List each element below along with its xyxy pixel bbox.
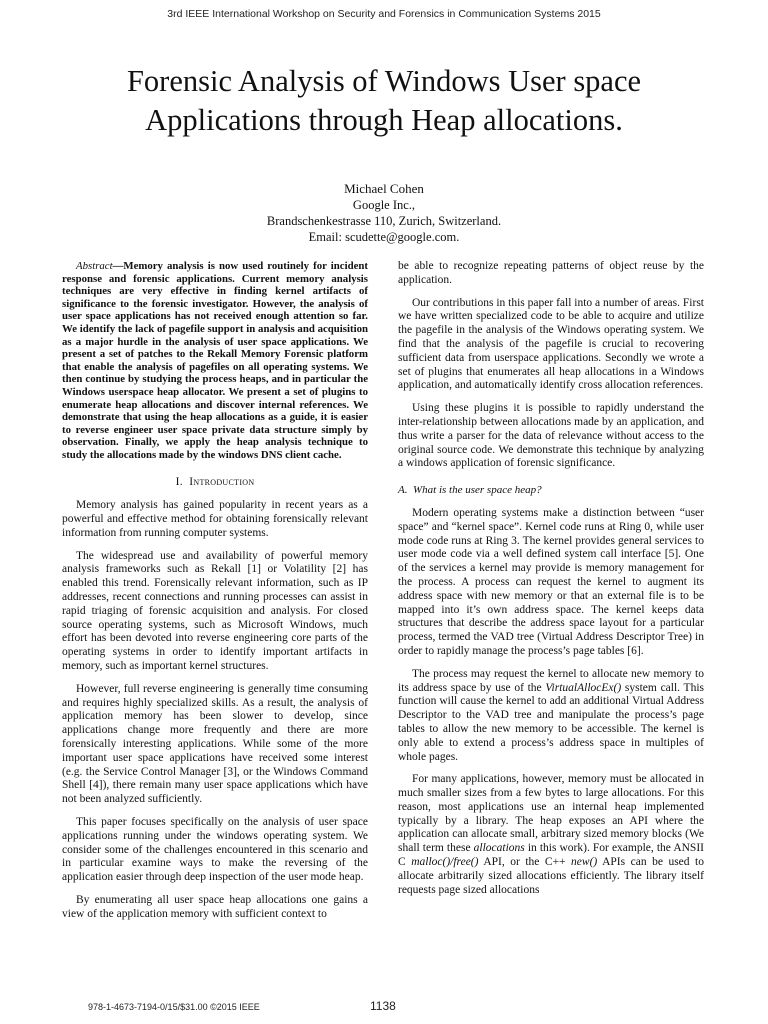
heap-p3-text-b: in this work). For example, the ANSII C [398,842,704,869]
author-block [184,181,584,245]
intro-paragraph-5: By enumerating all user space heap allocations one gains a view of the application memory with sufficient context to [62,894,368,920]
section-number: I. [175,475,183,488]
intro-paragraph-4: This paper focuses specifically on the analysis of user space applications running under the windows operating system. We consider some of the challenges encountered in this scenario and in particular examine ways to make the reversing of the application easier through deep inspection of the user mode heap. [62,816,368,884]
subsection-title: What is the user space heap? [412,484,542,497]
virtualallocex-code: VirtualAllocEx() [545,681,622,694]
author-affiliation: Google Inc., [352,198,416,212]
malloc-free-code: malloc()/free() [411,856,479,869]
continuation-paragraph: be able to recognize repeating patterns of object reuse by the application. [398,260,704,286]
author-name: Michael Cohen [344,181,424,196]
allocations-term: allocations [473,842,525,855]
footer-page-number: 1138 [370,999,396,1013]
section-title: Introduction [189,475,255,488]
title-line-1: Forensic Analysis of Windows User space [126,64,642,98]
abstract [62,260,368,462]
right-column [398,260,704,897]
left-column [62,260,368,922]
conference-header: 3rd IEEE International Workshop on Security and Forensics in Communication Systems 2015 [167,8,601,20]
heap-p3-text-a: For many applications, however, memory must be allocated in much smaller sizes from a few bytes to large allocations. For this reason, most applications use an internal heap implemented typically by a library. The heap exposes an API where the application can allocate small, arbitrary sized memory blocks (We shall term these [398,773,704,855]
intro-paragraph-1: Memory analysis has gained popularity in recent years as a powerful and effective method for obtaining forensically relevant information from running computer systems. [62,499,368,539]
contributions-paragraph: Our contributions in this paper fall into a number of areas. First we have written specialized code to be able to acquire and utilize the pagefile in the analysis of the Windows operating system. We find that the analysis of the pagefile is crucial to recovering sufficient data from userspace applications. Secondly we wrote a set of plugins that enumerates all heap allocations in a Windows application, and automatically identify cross allocation references. [398,296,704,392]
subsection-label: A. [398,484,408,497]
section-heading-introduction [62,476,368,490]
abstract-text: —Memory analysis is now used routinely for incident response and forensic applications. Current memory analysis techniques are very effective in finding kernel artifacts of significance to the forensic investigator. However, the analysis of user space applications has not received enough attention so far. We identify the lack of pagefile support in analysis and acquisition as a major hurdle in the analysis of user space applications. We present a set of patches to the Rekall Memory Forensic platform that enable the analysis of pagefiles on all operating systems. We then continue by studying the process heaps, and in particular the Windows userspace heap allocator. We present a set of plugins to enumerate heap allocations and discover internal references. We demonstrate that using the heap allocations as a guide, it is easier to reverse engineer user space private data structure simply by observation. Finally, we apply the heap analysis technique to study the allocations made by the windows DNS client cache. [62,260,368,461]
heap-paragraph-2 [398,668,704,765]
new-code: new() [571,856,598,869]
author-email: Email: scudette@google.com. [308,230,460,244]
heap-p2-text-a: The process may request the kernel to allocate new memory to its address space by use of the [398,667,704,694]
title-line-2: Applications through Heap allocations. [145,103,623,137]
author-address: Brandschenkestrasse 110, Zurich, Switzerland. [266,214,502,228]
abstract-label: Abstract [76,260,113,272]
heap-p2-text-b: system call. This function will cause the kernel to add an additional Virtual Address Descriptor to the VAD tree and manipulate the process’s page tables to allow the new memory to be accessible. The kernel is only able to extend a process’s address space in multiples of whole pages. [398,681,704,763]
subsection-heading-a [398,484,704,498]
heap-p3-text-c: API, or the C++ [478,856,572,869]
paper-title [60,62,708,140]
heap-paragraph-1: Modern operating systems make a distinction between “user space” and “kernel space”. Kernel code runs at Ring 0, while user mode code runs at Ring 3. The kernel provides general services to user mode code via a well defined system call interface [5]. One of the services a kernel may provide is memory management for the process. A process can request the kernel to augment its address space with new memory or that an external file is to be mapped into it’s own address space. The kernel keeps data structures that describe the address space layout for a particular process, termed the VAD tree (Virtual Address Descriptor Tree) in order to rapidly manage the process’s page tables [6]. [398,506,704,657]
heap-paragraph-3 [398,773,704,897]
heap-p3-text-d: APIs can be used to allocate arbitrarily sized allocations efficiently. The library itself requests page sized allocations [398,856,704,896]
intro-paragraph-2: The widespread use and availability of powerful memory analysis frameworks such as Rekall [1] or Volatility [2] has enabled this trend. Forensically relevant information, such as IP addresses, recent connections and running processes can assist in rapid triaging of forensic acquisition and analysis. For closed source operating systems, such as Microsoft Windows, much effort has been devoted into reverse engineering core parts of the operating systems in order to identify important artifacts in memory, such as important kernel structures. [62,549,368,673]
plugins-paragraph: Using these plugins it is possible to rapidly understand the inter-relationship between allocations made by an application, and thus write a parser for the data of relevance without access to the original source code. We demonstrate this technique by analyzing a windows application of forensic significance. [398,402,704,470]
intro-paragraph-3: However, full reverse engineering is generally time consuming and requires highly specialized skills. As a result, the analysis of application memory has been slower to develop, since applications change more frequently and there are more forensically interesting applications. While some of the more important user space applications have received some interest (e.g. the Service Control Manager [3], or the Windows Command Shell [4]), there remain many user space applications which have not been analyzed sufficiently. [62,682,368,806]
footer-isbn: 978-1-4673-7194-0/15/$31.00 ©2015 IEEE [88,1002,260,1012]
